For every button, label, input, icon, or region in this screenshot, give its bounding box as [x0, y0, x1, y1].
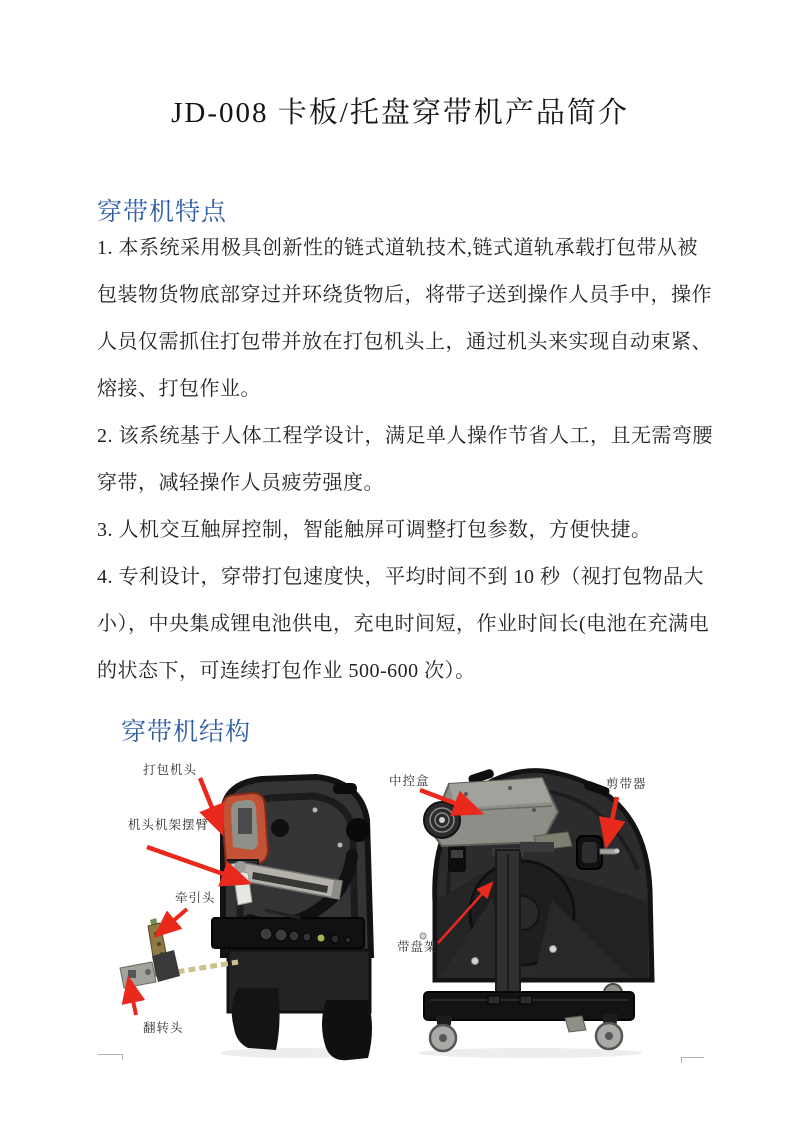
text-line: 3. 人机交互触屏控制，智能触屏可调整打包参数，方便快捷。	[97, 519, 652, 541]
label-traction-head: 牵引头	[175, 891, 216, 905]
feature-paragraph	[97, 554, 713, 695]
feature-paragraph	[97, 507, 713, 554]
text-line: 2. 该系统基于人体工程学设计，满足单人操作节省人工，且无需弯腰	[97, 425, 713, 447]
label-flip-head: 翻转头	[143, 1021, 184, 1035]
flip-head-part	[120, 962, 156, 988]
section-heading-features: 穿带机特点	[97, 199, 228, 226]
feature-paragraph	[97, 225, 713, 413]
section-heading-structure: 穿带机结构	[121, 719, 252, 746]
text-boundary-mark-right	[681, 1057, 704, 1063]
label-central-control-box: 中控盒	[389, 774, 430, 788]
page-title: JD-008 卡板/托盘穿带机产品简介	[171, 97, 629, 129]
text-line: 穿带，减轻操作人员疲劳强度。	[97, 472, 384, 494]
text-line: 4. 专利设计，穿带打包速度快，平均时间不到 10 秒（视打包物品大	[97, 566, 704, 588]
text-line: 的状态下，可连续打包作业 500-600 次）。	[97, 660, 476, 682]
text-line: 熔接、打包作业。	[97, 378, 261, 400]
structure-figure	[90, 750, 710, 1072]
label-strap-reel-holder: 带盘架	[397, 940, 438, 954]
feature-paragraph	[97, 413, 713, 507]
right-machine-photo	[418, 768, 652, 1058]
label-strap-cutter: 剪带器	[606, 777, 647, 791]
label-strapping-head: 打包机头	[143, 763, 198, 777]
text-line: 小），中央集成锂电池供电，充电时间短，作业时间长(电池在充满电	[97, 613, 710, 635]
text-line: 包装物货物底部穿过并环绕货物后，将带子送到操作人员手中，操作	[97, 284, 712, 306]
features-text-block	[97, 225, 713, 695]
text-boundary-mark-left	[98, 1054, 123, 1060]
label-head-frame-swing-arm: 机头机架摆臂	[128, 818, 210, 832]
text-line: 1. 本系统采用极具创新性的链式道轨技术,链式道轨承载打包带从被	[97, 237, 698, 259]
text-line: 人员仅需抓住打包带并放在打包机头上，通过机头来实现自动束紧、	[97, 331, 712, 353]
